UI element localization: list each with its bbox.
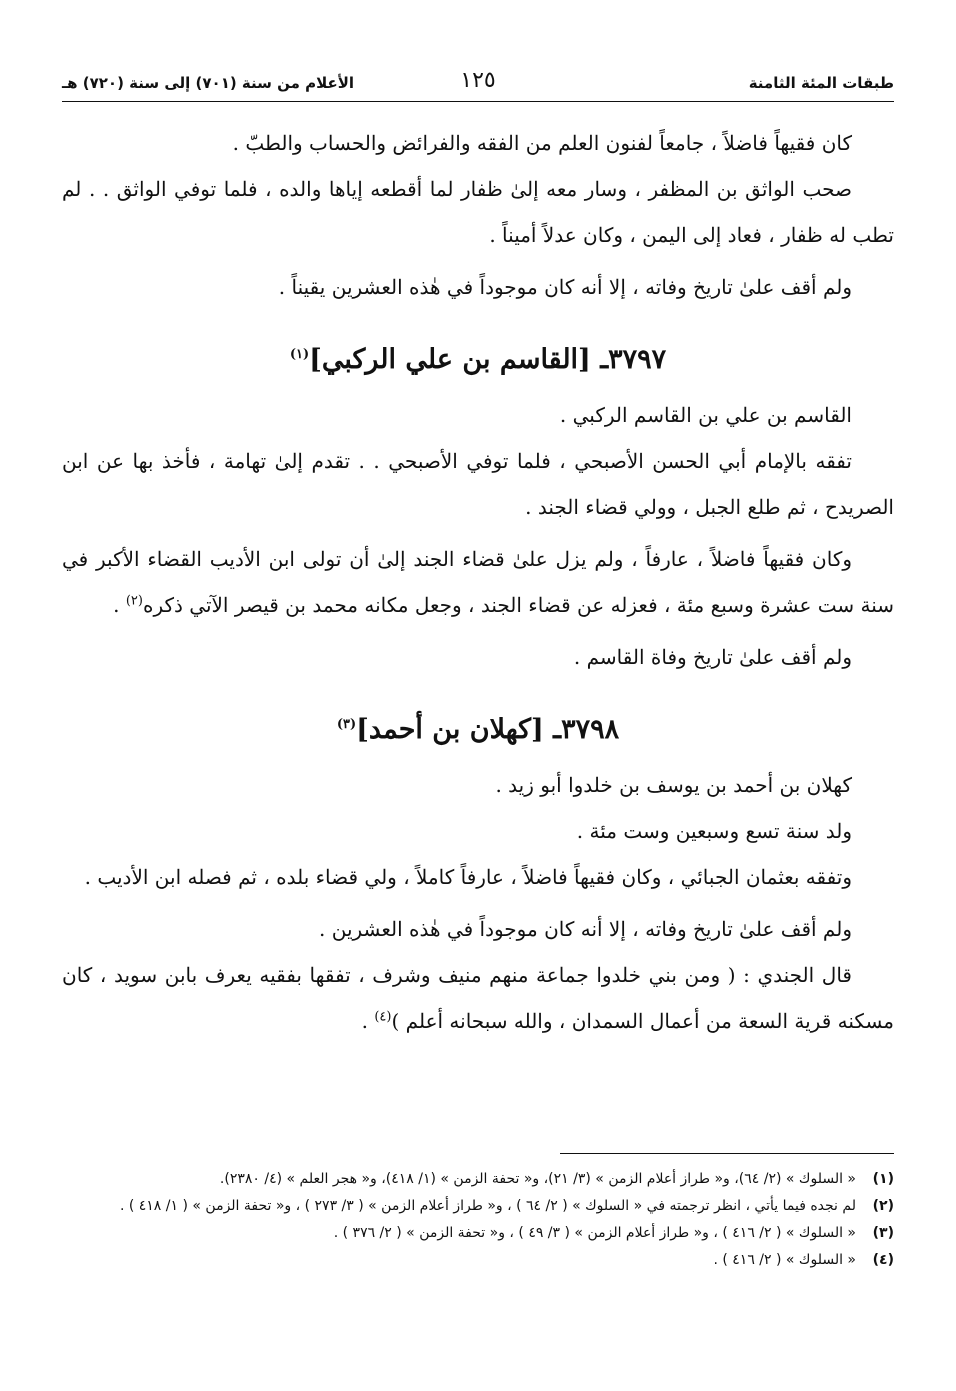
footnote-2 (62, 1193, 894, 1220)
header-rule (62, 101, 894, 102)
footnote-ref: (١) (289, 347, 310, 362)
header-range: الأعلام من سنة (٧٠١) إلى سنة (٧٢٠) هـ (62, 74, 355, 92)
footnote-number: (٤) (872, 1252, 894, 1268)
intro-paragraph-2: صحب الواثق بن المظفر ، وسار معه إلىٰ ظفار لما أقطعه إياها والده ، فلما توفي الواثق . . لم تطب له ظفار ، فعاد إلى اليمن ، وكان عدلاً أميناً . (62, 177, 894, 247)
footnote-text: « السلوك » ( ٢/ ٤١٦ ) . (713, 1252, 856, 1268)
footnote-number: (٢) (872, 1198, 894, 1214)
header-book-title: طبقات المئة الثامنة (748, 74, 894, 92)
entry2-paragraph-1: كهلان بن أحمد بن يوسف بن خلدوا أبو زيد . (495, 773, 852, 797)
entry2-paragraph-5-end: . (361, 1009, 375, 1033)
footnote-number: (٣) (872, 1225, 894, 1241)
entry-title: ٣٧٩٧ـ [القاسم بن علي الركبي] (309, 344, 667, 375)
footnote-number: (١) (872, 1171, 894, 1187)
entry2-paragraph-2: ولد سنة تسع وسبعين وست مئة . (576, 819, 852, 843)
footnote-4 (62, 1247, 894, 1274)
entry1-paragraph-3-end: . (113, 593, 126, 617)
footnote-ref: (٣) (336, 717, 357, 732)
entry-title: ٣٧٩٨ـ [كهلان بن أحمد] (356, 714, 620, 745)
entry1-paragraph-1: القاسم بن علي بن القاسم الركبي . (559, 403, 852, 427)
footnote-3 (62, 1220, 894, 1247)
running-header (62, 70, 894, 100)
intro-paragraph-1: كان فقيهاً فاضلاً ، جامعاً لفنون العلم من الفقه والفرائض والحساب والطبّ . (232, 131, 852, 155)
footnote-ref: (٤) (374, 1009, 392, 1025)
main-text (62, 120, 894, 1044)
footnote-text: لم نجده فيما يأتي ، انظر ترجمته في « السلوك » ( ٢/ ٦٤ ) ، و« طراز أعلام الزمن » ( ٣/ ٢٧٣ ) ، و« تحفة الزمن » ( ١/ ٤١٨ ) . (119, 1198, 856, 1214)
footnotes (62, 1166, 894, 1274)
footnote-text: « السلوك » ( ٢/ ٤١٦ ) ، و« طراز أعلام الزمن » ( ٣/ ٤٩ ) ، و« تحفة الزمن » ( ٢/ ٣٧٦ ) . (333, 1225, 856, 1241)
entry1-paragraph-3-text: وكان فقيهاً فاضلاً ، عارفاً ، ولم يزل علىٰ قضاء الجند إلىٰ أن تولى ابن الأديب القضاء الأكبر في سنة ست عشرة وسبع مئة ، فعزله عن قضاء الجند ، وجعل مكانه محمد بن قيصر الآتي ذكره (62, 547, 894, 617)
entry-heading-3797 (62, 340, 894, 380)
entry1-paragraph-2: تفقه بالإمام أبي الحسن الأصبحي ، فلما توفي الأصبحي . . تقدم إلىٰ تهامة ، فأخذ بها عن ابن الصريدح ، ثم طلع الجبل ، وولي قضاء الجند . (62, 449, 894, 519)
entry1-paragraph-4: ولم أقف علىٰ تاريخ وفاة القاسم . (573, 645, 852, 669)
entry1-paragraph-3 (62, 536, 894, 628)
entry2-paragraph-5 (62, 952, 894, 1044)
footnote-ref: (٢) (125, 593, 143, 609)
footnote-text: « السلوك » (٢/ ٦٤)، و« طراز أعلام الزمن » (٣/ ٢١)، و« تحفة الزمن » (١/ ٤١٨)، و« هجر العلم » (٤/ ٢٣٨٠). (219, 1171, 856, 1187)
entry2-paragraph-5-text: قال الجندي : ( ومن بني خلدوا جماعة منهم منيف وشرف ، تفقها بفقيه يعرف بابن سويد ، كان مسكنه قرية السعة من أعمال السمدان ، والله سبحانه أعلم ) (62, 963, 894, 1033)
entry2-paragraph-3: وتفقه بعثمان الجبائي ، وكان فقيهاً فاضلاً ، عارفاً كاملاً ، ولي قضاء بلده ، ثم فصله ابن الأديب . (84, 865, 852, 889)
page-number: ١٢٥ (460, 68, 496, 93)
intro-paragraph-3: ولم أقف علىٰ تاريخ وفاته ، إلا أنه كان موجوداً في هٰذه العشرين يقيناً . (278, 275, 852, 299)
footnote-rule (560, 1153, 894, 1154)
entry-heading-3798 (62, 710, 894, 750)
footnote-1 (62, 1166, 894, 1193)
entry2-paragraph-4: ولم أقف علىٰ تاريخ وفاته ، إلا أنه كان موجوداً في هٰذه العشرين . (319, 917, 852, 941)
